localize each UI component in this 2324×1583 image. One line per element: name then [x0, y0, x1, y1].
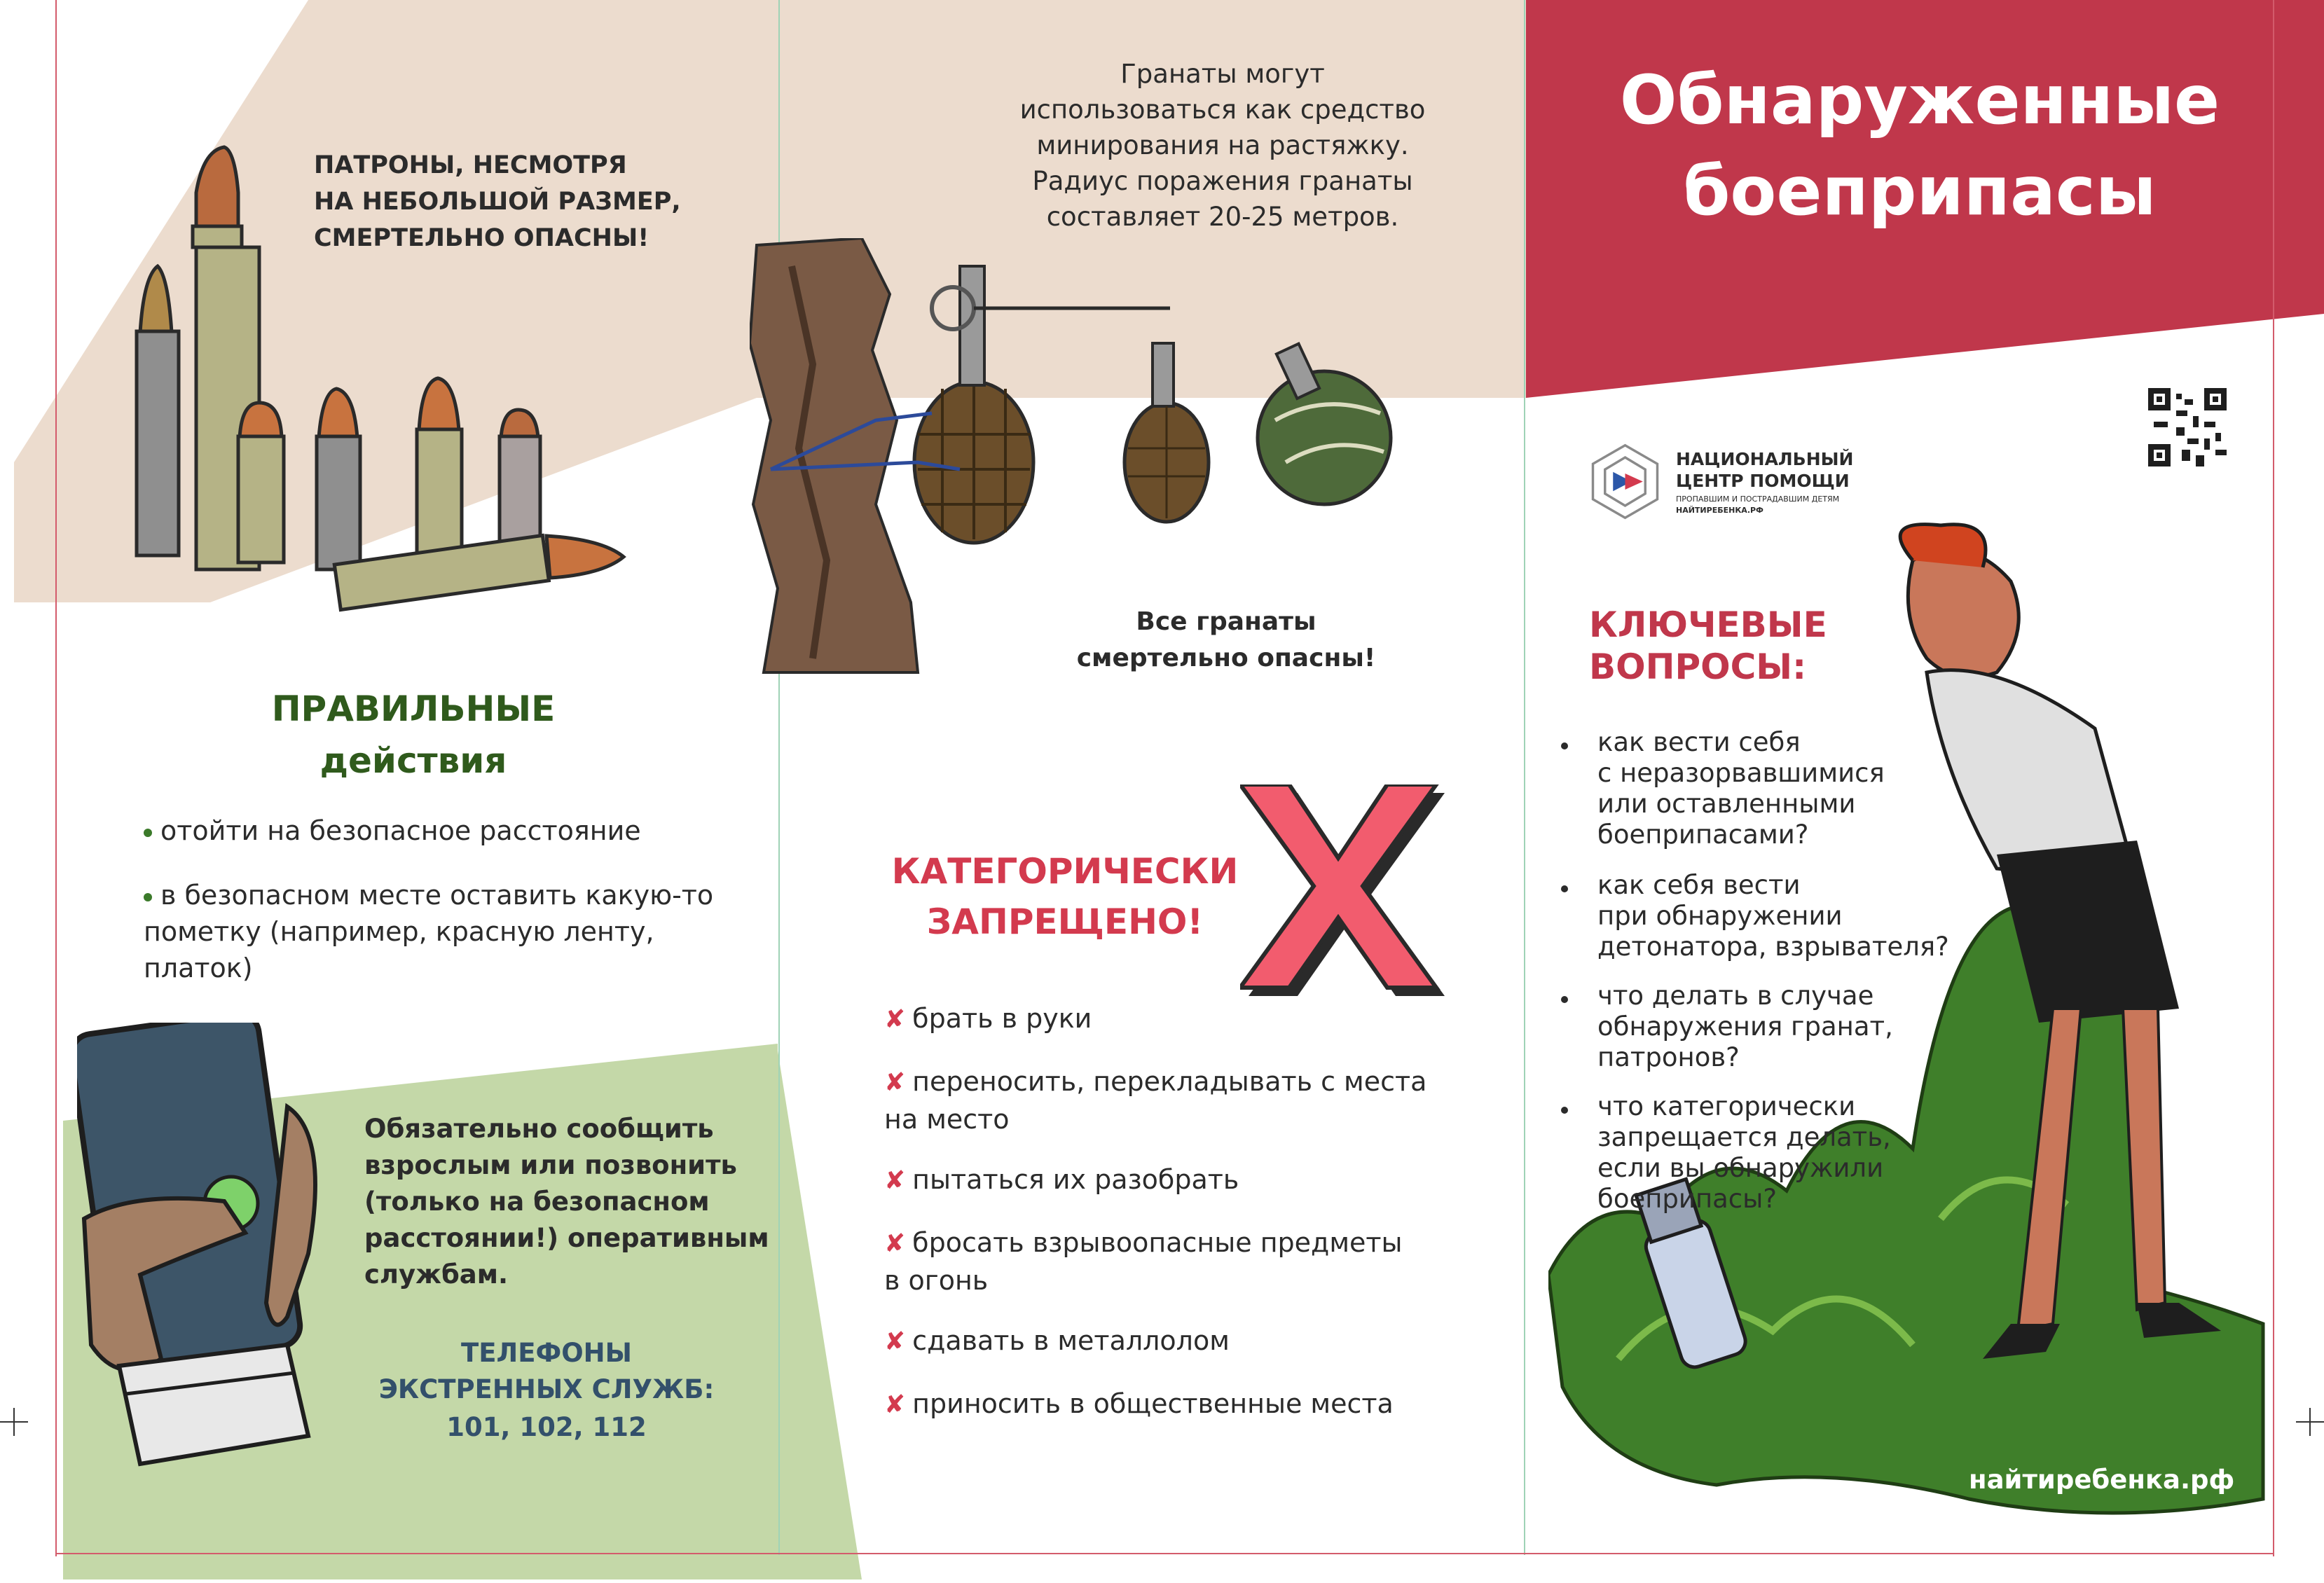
- cross-icon: ✘: [884, 1005, 906, 1034]
- list-item: ✘ пытаться их разобрать: [884, 1164, 1239, 1195]
- cross-icon: ✘: [884, 1166, 906, 1195]
- list-item: что категорически запрещается делать, если вы обнаружили боеприпасы?: [1561, 1091, 1990, 1215]
- forbidden-title: КАТЕГОРИЧЕСКИ ЗАПРЕЩЕНО!: [891, 851, 1239, 942]
- bullet-dot-icon: [1561, 742, 1568, 749]
- bullet-dot-icon: [1561, 1107, 1568, 1114]
- org-subtitle: ПРОПАВШИМ И ПОСТРАДАВШИМ ДЕТЯМ: [1676, 495, 1840, 504]
- bullet-dot-icon: [1561, 885, 1568, 892]
- bullet-dot-icon: [144, 829, 152, 837]
- list-item: ✘ сдавать в металлолом: [884, 1325, 1230, 1356]
- cross-icon: ✘: [884, 1068, 906, 1097]
- bullet-dot-icon: [144, 893, 152, 901]
- phone-hand-illustration: [77, 1023, 378, 1485]
- list-item: ✘ брать в руки: [884, 1003, 1092, 1034]
- website-link[interactable]: найтиребенка.рф: [1969, 1465, 2235, 1495]
- emergency-phones-numbers: 101, 102, 112: [446, 1412, 647, 1442]
- cross-icon: ✘: [884, 1327, 906, 1356]
- org-name: НАЦИОНАЛЬНЫЙ ЦЕНТР ПОМОЩИ: [1676, 449, 1854, 491]
- org-site-small: НАЙТИРЕБЕНКА.РФ: [1676, 506, 1763, 515]
- org-logo-icon: [1585, 441, 1665, 522]
- cross-icon: ✘: [884, 1390, 906, 1419]
- emergency-phones-title: ТЕЛЕФОНЫ ЭКСТРЕННЫХ СЛУЖБ:: [378, 1338, 715, 1404]
- grenades-illustration: [1100, 329, 1422, 539]
- cartridges-warning: ПАТРОНЫ, НЕСМОТРЯ НА НЕБОЛЬШОЙ РАЗМЕР, СМЕРТЕЛЬНО ОПАСНЫ!: [314, 151, 681, 252]
- qr-code-icon[interactable]: [2148, 388, 2227, 466]
- bullet-dot-icon: [1561, 996, 1568, 1003]
- title-line-2: боеприпасы: [1683, 152, 2157, 230]
- list-item: отойти на безопасное расстояние: [144, 813, 746, 849]
- list-item: как вести себя с неразорвавшимися или оставленными боеприпасами?: [1561, 727, 1990, 850]
- list-item: ✘ приносить в общественные места: [884, 1388, 1394, 1419]
- report-instruction: Обязательно сообщить взрослым или позвонить (только на безопасном расстоянии!) оперативным службам.: [364, 1114, 769, 1290]
- list-item: что делать в случае обнаружения гранат, патронов?: [1561, 981, 1990, 1073]
- forbidden-x-icon: [1240, 784, 1450, 1002]
- list-item: в безопасном месте оставить какую-то пометку (например, красную ленту, платок): [144, 880, 714, 983]
- correct-actions-title: ПРАВИЛЬНЫЕ действия: [271, 689, 556, 781]
- page-title: [1548, 55, 2291, 237]
- list-item: ✘ бросать взрывоопасные предметы в огонь: [884, 1227, 1403, 1296]
- grenade-warning: Все гранаты смертельно опасны!: [1076, 607, 1376, 672]
- key-questions-title: КЛЮЧЕВЫЕ ВОПРОСЫ:: [1589, 604, 1827, 687]
- title-line-1: Обнаруженные: [1619, 61, 2220, 139]
- cross-icon: ✘: [884, 1229, 906, 1258]
- list-item: как себя вести при обнаружении детонатора, взрывателя?: [1561, 870, 2004, 962]
- list-item: ✘ переносить, перекладывать с места на место: [884, 1066, 1427, 1135]
- grenade-info: Гранаты могут использоваться как средство минирования на растяжку. Радиус поражения гранаты составляет 20-25 метров.: [1019, 59, 1426, 232]
